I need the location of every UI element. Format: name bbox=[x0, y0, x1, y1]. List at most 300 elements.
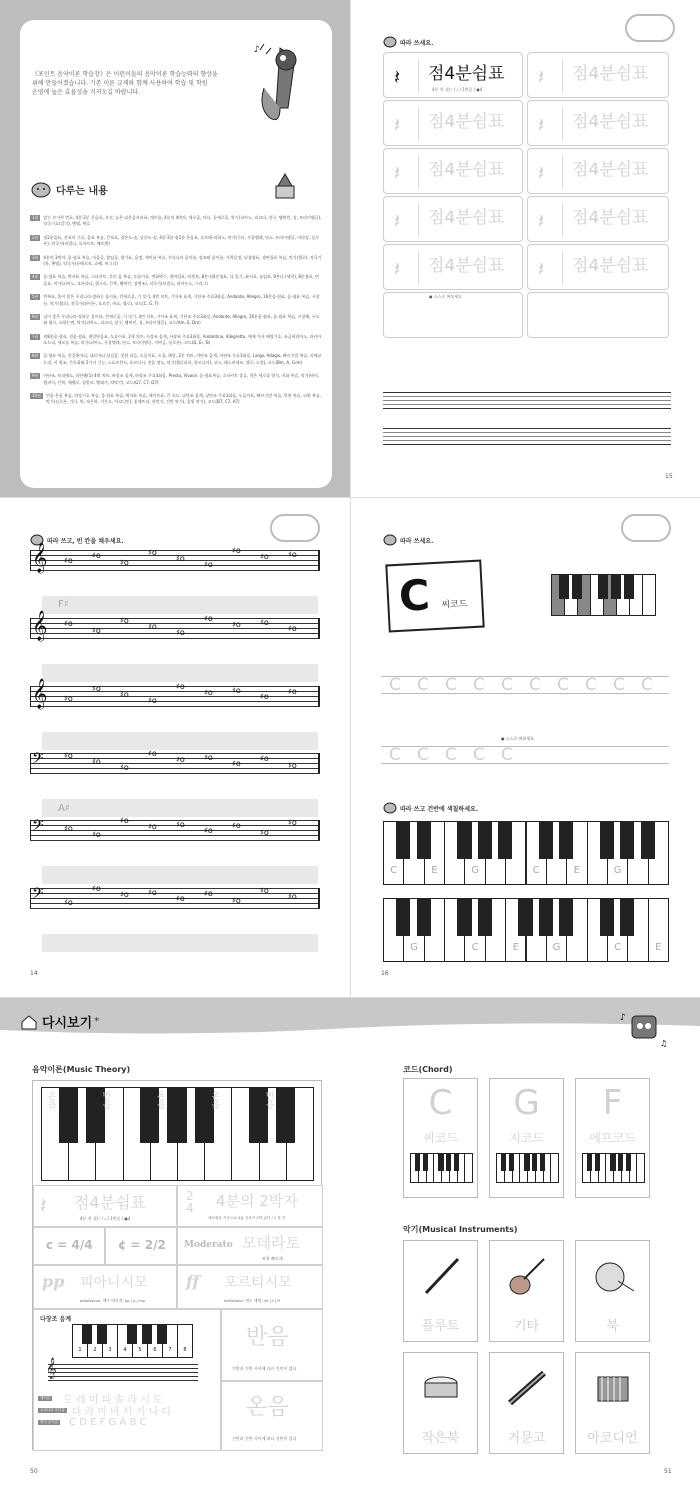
rest-word: 점4분쉼표 bbox=[572, 160, 649, 180]
unit-row bbox=[30, 215, 322, 228]
whole-note: ♯o bbox=[64, 694, 73, 703]
traced-interval-label: 반음 bbox=[263, 1091, 274, 1109]
black-key[interactable] bbox=[572, 574, 581, 599]
rest-word-box bbox=[383, 196, 523, 242]
black-key[interactable] bbox=[142, 1324, 153, 1344]
rest-symbol-icon: 𝄽 bbox=[538, 65, 545, 89]
rest-word-box bbox=[527, 100, 669, 146]
writing-staff bbox=[383, 428, 671, 444]
small-caption: ● 스스로 써보세요 bbox=[501, 736, 535, 741]
whole-note: ♯o bbox=[232, 546, 241, 555]
whole-note: ♯o bbox=[176, 820, 185, 829]
big-keyboard bbox=[41, 1087, 313, 1181]
black-key[interactable] bbox=[600, 898, 614, 936]
white-key[interactable] bbox=[177, 1324, 193, 1358]
black-key[interactable] bbox=[82, 1324, 93, 1344]
scale-title: 다장조 음계 bbox=[40, 1316, 72, 1323]
whole-note: ♯o bbox=[92, 626, 101, 635]
black-key[interactable] bbox=[454, 1153, 459, 1171]
black-key[interactable] bbox=[478, 821, 492, 859]
key-label: G bbox=[552, 942, 561, 954]
unit-text: 4분의 3박자, 음·쉼표 복습, 이음줄, 붙임줄, 쉼가표, 음정, 계이름 복습, 우리나라 음이름, 장조와 음이름, 가락음정, 뒤셈쉼표, 셈여림표 복습, 악기(첼로), 작곡가(차, 헨델), 악곡가(슈베르트, 쇼팽, 바그너) bbox=[43, 254, 322, 266]
trace-line bbox=[381, 676, 669, 694]
traced-interval-label: 온음 bbox=[46, 1091, 56, 1109]
instrument-name: 플루트 bbox=[421, 1319, 460, 1334]
rest-caption: 4분 쉰 쉬는 / ♩ / 1번음 / ●4 bbox=[432, 87, 483, 92]
time-sig-word: 4분의 2박자 bbox=[216, 1192, 298, 1210]
white-key[interactable] bbox=[550, 1153, 559, 1183]
cut-time-text: ¢ = 2/2 bbox=[118, 1238, 166, 1252]
page-number: 14 bbox=[30, 970, 38, 977]
intro-text bbox=[32, 70, 252, 97]
rest-word-box bbox=[383, 244, 523, 290]
whole-note: ♯o bbox=[260, 828, 269, 837]
rest-word-box bbox=[527, 196, 669, 242]
whole-note: ♯o bbox=[148, 548, 157, 557]
rest-symbol-icon: 𝄽 bbox=[394, 209, 401, 233]
key-label: G bbox=[410, 942, 418, 954]
unit-text: 음·쉼표 복습, 박자표 복습, 스타카토, 흔미 음 복습, 도돌이표, 변화박수, 셈여림표, 악센트, 8분·점4분쉼표, 다 잉기, 좌저표, 늘임표, 9본다 (세미), 8분쉼표, 변음표, 악기(피아노, 오카리나, 핸크리, 큰북, 탬버린, 징엔조), 작곡가(브람스, 하이든스, 그리그) bbox=[43, 274, 319, 286]
pp-mark: pp bbox=[42, 1272, 65, 1291]
treble-clef-icon: 𝄞 bbox=[32, 611, 48, 641]
chord-name: 에프코드 bbox=[589, 1131, 636, 1145]
section-title: 다루는 내용 bbox=[56, 185, 108, 197]
unit-text: 빈음·온음 복습, 악장기호 복습, 음·쉼표 복습, 박자표 복습, 레가토표, 큰 오도, 낮단조 음계, 낮단조 주요3화음, 도돌이표, 빠르기말 복습, 악현 복습, 피원 복습, 악기(실로폰, 기타, 북, 작은북, 거문고, 아코디언), 꽃매뜨리, 관악기, 건반 악기), 음원 악기), 코드(B7, C7, A7) bbox=[45, 393, 321, 405]
solfege-row: 도 레 미 파 솔 라 시 도 bbox=[63, 1394, 163, 1406]
hangul-row: 다 라 마 바 사 가 나 다 bbox=[71, 1406, 172, 1418]
intro-line: 운영에 높은 효율성을 거저오길 바랍니다. bbox=[32, 89, 141, 96]
instrument-name: 아코디언 bbox=[587, 1431, 638, 1446]
svg-text:♪: ♪ bbox=[620, 1013, 626, 1023]
key-label: 6 bbox=[153, 1346, 157, 1353]
rest-word: 점4분쉼표 bbox=[428, 112, 505, 132]
black-key[interactable] bbox=[97, 1324, 108, 1344]
whole-note: ♯o bbox=[120, 558, 129, 567]
chord-letter: C bbox=[428, 1083, 453, 1123]
key-label: C bbox=[471, 942, 479, 954]
key-label: 2 bbox=[93, 1346, 97, 1353]
black-key[interactable] bbox=[167, 1087, 186, 1143]
row-label: 우리나라 음이름 bbox=[40, 1407, 65, 1412]
black-key[interactable] bbox=[595, 1153, 600, 1171]
traced-interval-label: 온음 bbox=[154, 1091, 165, 1109]
black-key[interactable] bbox=[127, 1324, 138, 1344]
instruction-row bbox=[383, 534, 433, 546]
instrument-card bbox=[489, 1240, 564, 1342]
black-key[interactable] bbox=[624, 574, 633, 599]
black-key[interactable] bbox=[618, 1153, 623, 1171]
black-key[interactable] bbox=[423, 1153, 428, 1171]
key-label: C bbox=[532, 865, 540, 877]
ff-mark: ff bbox=[186, 1272, 200, 1291]
moderato-label: Moderato bbox=[184, 1240, 233, 1250]
unit-badge: 4권 bbox=[32, 274, 39, 280]
whole-note: ♯o bbox=[232, 620, 241, 629]
black-key[interactable] bbox=[417, 898, 431, 936]
chord-card bbox=[489, 1078, 564, 1198]
unit-badge: 1권 bbox=[32, 215, 39, 220]
scale-labels bbox=[38, 1392, 218, 1428]
black-key[interactable] bbox=[396, 898, 410, 936]
key-label: E bbox=[512, 942, 519, 954]
page-intro bbox=[0, 0, 350, 497]
rest-word-box bbox=[383, 52, 523, 98]
review-spread bbox=[0, 997, 700, 1490]
answer-blank bbox=[42, 664, 318, 682]
section-header bbox=[30, 180, 108, 198]
letter-row: C D E F G A B C bbox=[69, 1416, 147, 1428]
black-key[interactable] bbox=[532, 1153, 537, 1171]
black-key[interactable] bbox=[438, 1153, 443, 1171]
rest-symbol-icon: 𝄽 bbox=[538, 257, 545, 281]
black-key[interactable] bbox=[498, 821, 512, 859]
whole-note: ♯o bbox=[204, 688, 213, 697]
black-key[interactable] bbox=[539, 898, 553, 936]
page-number: 16 bbox=[381, 970, 389, 977]
staff bbox=[30, 884, 320, 908]
cut-time-cell bbox=[105, 1227, 177, 1265]
unit-text: 앉는 손가락 번호, 4분·2분 온음표, 오선, 높은·낮은음자리표, 계이름, 4분의 4박자, 세로줄, 마디, 끝세로줄, 악기(피아노, 리코더, 장구, 탬버린, 징, 트라이앵글), 악곡기호(알기), 멘델, 버흐 bbox=[43, 215, 322, 227]
trace-line bbox=[381, 746, 669, 764]
whole-note: ♯o bbox=[120, 890, 129, 899]
chord-card bbox=[403, 1078, 478, 1198]
answer-blank bbox=[42, 866, 318, 884]
time-sig-caption: 세로줄을 기준으로 4분 음표가 2박 있다 / 1 강 약 bbox=[208, 1216, 286, 1220]
scale-keyboard bbox=[72, 1324, 192, 1358]
unit-badge: 3권 bbox=[32, 254, 39, 260]
trace-letter: C bbox=[557, 675, 569, 695]
treble-clef-icon: 𝄞 bbox=[32, 679, 48, 709]
instrument-name: 북 bbox=[606, 1319, 619, 1334]
instrument-card bbox=[575, 1352, 650, 1454]
trace-letter: C bbox=[613, 675, 625, 695]
black-key[interactable] bbox=[457, 898, 471, 936]
whole-note: ♯o bbox=[176, 755, 185, 764]
whole-note: ♯o bbox=[232, 896, 241, 905]
whole-note: ♯o bbox=[260, 692, 269, 701]
key-label: C bbox=[614, 942, 622, 954]
trace-letter: C bbox=[641, 675, 653, 695]
trace-letter: C bbox=[417, 745, 429, 765]
instruction-row bbox=[383, 36, 433, 48]
whole-note: ♯o bbox=[148, 822, 157, 831]
whole-note: ♯o bbox=[148, 696, 157, 705]
instrument-name: 작은북 bbox=[421, 1431, 460, 1446]
whole-note: ♯o bbox=[92, 757, 101, 766]
whole-note: ♯o bbox=[120, 763, 129, 772]
black-key[interactable] bbox=[524, 1153, 529, 1171]
whole-note: ♯o bbox=[176, 554, 185, 563]
answer-blank bbox=[42, 799, 318, 817]
banner-title: 다시보기 bbox=[42, 1016, 93, 1031]
black-key[interactable] bbox=[509, 1153, 514, 1171]
black-key[interactable] bbox=[611, 574, 620, 599]
whole-note: ♯o bbox=[148, 888, 157, 897]
page-number: 50 bbox=[30, 1468, 38, 1475]
rest-word-box bbox=[527, 244, 669, 290]
key-label: 4 bbox=[123, 1346, 127, 1353]
snare-drum-icon bbox=[416, 1363, 466, 1417]
rest-word: 점4분쉼표 bbox=[572, 64, 649, 84]
rest-symbol-icon: 𝄽 bbox=[394, 257, 401, 281]
instrument-card bbox=[403, 1240, 478, 1342]
trace-letter: C bbox=[445, 675, 457, 695]
black-key[interactable] bbox=[598, 574, 607, 599]
rest-word-box bbox=[527, 148, 669, 194]
rest-word: 점4분쉼표 bbox=[572, 256, 649, 276]
black-key[interactable] bbox=[276, 1087, 295, 1143]
unit-row bbox=[30, 334, 322, 347]
page-14 bbox=[0, 497, 350, 997]
staff bbox=[30, 543, 320, 573]
rest-symbol-icon: 𝄽 bbox=[538, 161, 545, 185]
whole-note: ♯o bbox=[232, 821, 241, 830]
key-label: 1 bbox=[78, 1346, 82, 1353]
unit-row bbox=[30, 235, 322, 248]
unit-text: 마단조, 트리에도, 라단해(1) 4박 치트, 바장조 음계, 바장조 주요3화음, Presto, Vivace, 음·쉼표복습, 스타카토 종류, 작은 세로줄 방식, 지화 복습, 악기(바이, 캠퍼이, 큰북, 채펠로, 심벌즈, 빨래기, 악탁기), 코드(G7, C7, D7) bbox=[43, 373, 320, 385]
unit-row bbox=[30, 255, 322, 268]
halftone-caption: 건반과 건반 사이에 다른 건반이 없다 bbox=[232, 1366, 297, 1371]
whole-note: ♯o bbox=[260, 552, 269, 561]
rest-word-box bbox=[527, 52, 669, 98]
black-key[interactable] bbox=[59, 1087, 78, 1143]
black-key[interactable] bbox=[396, 821, 410, 859]
black-key[interactable] bbox=[457, 821, 471, 859]
whole-note: ♯o bbox=[288, 687, 297, 696]
whole-note: ♯o bbox=[92, 884, 101, 893]
rest-word-box bbox=[383, 148, 523, 194]
rest-word: 점4분쉼표 bbox=[572, 112, 649, 132]
ff-cell bbox=[177, 1265, 323, 1309]
unit-text: 점2분음표, 온표의 기호, 음표 복습, 큰보표, 겹온도-솔, 낮은도-솔, 4분·2분·점2분·온음표, 오르페-리하노, 악기(기타, 우쿨렐레, 단소, 트라이앵글, 마라킹, 실로폰), 악곡가(비발디, 모차르트, 베토벤) bbox=[43, 234, 320, 247]
rest-word: 점4분쉼표 bbox=[428, 208, 505, 228]
section-instruments-title: 악기(Musical Instruments) bbox=[403, 1225, 518, 1234]
chord-keyboard bbox=[551, 574, 655, 616]
instrument-card bbox=[575, 1240, 650, 1342]
whole-note: ♯o bbox=[92, 551, 101, 560]
black-key[interactable] bbox=[157, 1324, 168, 1344]
key-label: 5 bbox=[138, 1346, 142, 1353]
key-label: 8 bbox=[183, 1346, 187, 1353]
rest-word: 점4분쉼표 bbox=[428, 160, 505, 180]
unit-row bbox=[30, 353, 322, 366]
answer-blank bbox=[42, 732, 318, 750]
key-label: G bbox=[471, 865, 479, 877]
black-key[interactable] bbox=[610, 1153, 615, 1171]
scale-staff bbox=[46, 1358, 198, 1380]
white-key[interactable] bbox=[636, 1153, 645, 1183]
white-key[interactable] bbox=[648, 898, 669, 962]
pig-mascot-icon bbox=[30, 180, 52, 198]
instrument-name: 기타 bbox=[513, 1319, 540, 1334]
key-label: 7 bbox=[168, 1346, 172, 1353]
unit-badge: 5권 bbox=[32, 294, 39, 300]
trace-letter: C bbox=[389, 745, 401, 765]
trace-letter: C bbox=[473, 745, 485, 765]
staff bbox=[30, 749, 320, 773]
trace-letter: C bbox=[473, 675, 485, 695]
keyboard-exercise-2 bbox=[383, 898, 668, 962]
whole-note: ♯o bbox=[120, 616, 129, 625]
white-key[interactable] bbox=[464, 1153, 473, 1183]
unit-text: 점8분음·쉼표, 점음·쉼표, 셋잇단음표, 도돌이표, 2세 치트, 사장조 음계, 사장조 주요3화음, Andantino, Allegretto, 예제 가사 해정기호, 조금세리아노, 리카아포드리, 세모를 복습, 악기(피아노, 우쿨렐레, 단소, 트라이앵글, 가야금, 실로폰), 코드(D, E♭, B) bbox=[43, 333, 322, 346]
black-key[interactable] bbox=[415, 1153, 420, 1171]
accordion-icon bbox=[588, 1363, 638, 1417]
unit-text: 반복표, 흩어 붙은 우리나라·정하루 음이름, 견세로줄, 기 잇기, 4번 치트, 기어조 표게, 기단조 주요3화음, Andante, Allegro, 16분음·쉼표, 음·쉼표 복습, 시창 등, 악기(첼로), 작곡가(하이든, 오르간, 바흐, 첼로), 코드(C, G, F) bbox=[43, 294, 320, 306]
scale-cell bbox=[33, 1309, 221, 1451]
key-label: C bbox=[390, 865, 398, 877]
black-key[interactable] bbox=[417, 821, 431, 859]
whole-note: ♯o bbox=[148, 622, 157, 631]
trace-letter: C bbox=[501, 745, 513, 765]
black-key[interactable] bbox=[620, 821, 634, 859]
chord-card bbox=[575, 1078, 650, 1198]
whole-note: ♯o bbox=[260, 754, 269, 763]
saxophone-bird-icon bbox=[250, 38, 320, 128]
whole-note: ♯o bbox=[288, 892, 297, 901]
guitar-icon bbox=[502, 1251, 552, 1305]
answer-blank bbox=[42, 596, 318, 614]
wholetone-caption: 건반과 건반 사이에 하나 건반이 있다 bbox=[232, 1436, 297, 1441]
wholetone-word: 온음 bbox=[246, 1395, 289, 1420]
black-key[interactable] bbox=[478, 898, 492, 936]
whole-note: ♯o bbox=[64, 824, 73, 833]
rest-symbol-icon: 𝄽 bbox=[394, 113, 401, 137]
writing-staff bbox=[383, 392, 671, 408]
whole-note: ♯o bbox=[204, 889, 213, 898]
whole-note: ♯o bbox=[288, 550, 297, 559]
time-sig-cell bbox=[177, 1185, 323, 1227]
unit-badge: 9권 bbox=[32, 373, 39, 379]
star-icon: * bbox=[94, 1016, 100, 1027]
whole-note: ♯o bbox=[176, 682, 185, 691]
black-key[interactable] bbox=[540, 1153, 545, 1171]
unit-row bbox=[30, 373, 322, 386]
black-key[interactable] bbox=[539, 821, 553, 859]
staff bbox=[30, 679, 320, 709]
black-key[interactable] bbox=[641, 821, 655, 859]
whole-note: ♯o bbox=[92, 830, 101, 839]
chord-letter: G bbox=[513, 1083, 540, 1123]
trace-letter: C bbox=[389, 675, 401, 695]
keyboard-exercise-1 bbox=[383, 821, 668, 885]
drum-icon bbox=[588, 1251, 638, 1305]
unit-row bbox=[30, 393, 322, 406]
instrument-card bbox=[489, 1352, 564, 1454]
chord-name: 씨코드 bbox=[441, 599, 468, 611]
whole-note: ♯o bbox=[64, 898, 73, 907]
unit-badge: 8권 bbox=[32, 353, 39, 359]
treble-clef-icon: 𝄞 bbox=[32, 543, 48, 573]
black-key[interactable] bbox=[559, 821, 573, 859]
theory-board bbox=[32, 1080, 322, 1450]
instruction-text: 따라 쓰고 건반에 색칠하세요. bbox=[400, 805, 479, 813]
blank-box bbox=[527, 292, 669, 338]
chord-letter: F bbox=[602, 1083, 623, 1123]
rest-symbol-icon: 𝄽 bbox=[538, 113, 545, 137]
key-label: G bbox=[613, 865, 622, 877]
chord-card bbox=[385, 560, 484, 633]
rest-word: 점4분쉼표 bbox=[74, 1193, 147, 1212]
geomungo-icon bbox=[502, 1363, 552, 1417]
common-time-text: c = 4/4 bbox=[46, 1238, 93, 1252]
piano-bird-icon bbox=[270, 172, 300, 202]
whole-note: ♯o bbox=[288, 761, 297, 770]
whole-note: ♯o bbox=[64, 751, 73, 760]
whole-note: ♯o bbox=[204, 560, 213, 569]
black-key[interactable] bbox=[559, 574, 568, 599]
moderato-word: 모데라토 bbox=[242, 1234, 300, 1252]
pig-mascot-icon bbox=[383, 534, 397, 546]
chord-name: 씨코드 bbox=[423, 1131, 458, 1145]
black-key[interactable] bbox=[626, 1153, 631, 1171]
rest-cell bbox=[33, 1185, 177, 1227]
black-key[interactable] bbox=[559, 898, 573, 936]
staff bbox=[30, 816, 320, 840]
whole-note: ♯o bbox=[120, 690, 129, 699]
chord-mini-keyboard bbox=[582, 1153, 644, 1183]
instruction-text: 따라 쓰고, 빈 칸을 채우세요. bbox=[47, 537, 124, 545]
time-sig-glyph: 2 4 bbox=[186, 1189, 194, 1215]
whole-note: ♯o bbox=[232, 686, 241, 695]
traced-interval-label: 반음 bbox=[100, 1091, 111, 1109]
pig-mascot-icon bbox=[383, 36, 397, 48]
unit-badge: 10권 bbox=[32, 393, 41, 399]
treble-clef-icon: 𝄞 bbox=[46, 1358, 57, 1379]
unit-badge: 6권 bbox=[32, 313, 39, 319]
unit-row bbox=[30, 314, 322, 327]
intro-line: 위해 만들어졌습니다. 기존 이론 교재와 함께 사용하여 학습 및 학원 bbox=[32, 80, 208, 87]
whole-note: ♯o bbox=[260, 886, 269, 895]
unit-text: 낮이 좋은 우리나라·장하루 음이름, 견세로줄, 기 잇기, 4번 치트, 기이조 표게, 기단조 주요3화음, Andante, Allegro, 16분음·쉼표, 음·쉼표 복습, 시창해, 두도와 협시, 더하는면, 악기(피아노, 리코더, 장구, 탬버린, 징, 트라이앵글), 코드(Am, E, Dm) bbox=[43, 313, 320, 326]
whole-note: ♯o bbox=[120, 816, 129, 825]
black-key[interactable] bbox=[518, 898, 532, 936]
row-label: 영미 음이름 bbox=[40, 1419, 59, 1424]
unit-text: 음·쉼표 복습, 못갖춘마디, 네로마디 당김음, 못된 리듬, 도돌이표, 도집, 페달, 2분 치트, 마단조 음계, 마단조 주요3화음, Largo, Adagio, 빠르기말 복습, 리에코드리, 이 방조, 큰동화와 2가지 기능, 스포르찬도, 포르티시, 전음 정도, 악기(첼로피파, 하모니카), 코스, 레스비세즈, 멜로, 드럼), 코드(Bm, A, G♯m) bbox=[43, 353, 322, 365]
white-key[interactable] bbox=[642, 574, 656, 616]
instruction-text: 따라 쓰세요. bbox=[400, 537, 434, 545]
whole-note: ♯o bbox=[204, 826, 213, 835]
instrument-name: 거문고 bbox=[507, 1431, 546, 1446]
rest-symbol-icon: 𝄽 bbox=[394, 65, 401, 89]
whole-note: ♯o bbox=[288, 818, 297, 827]
black-key[interactable] bbox=[587, 1153, 592, 1171]
whole-note: ♯o bbox=[148, 749, 157, 758]
whole-note: ♯o bbox=[64, 556, 73, 565]
black-key[interactable] bbox=[600, 821, 614, 859]
black-key[interactable] bbox=[501, 1153, 506, 1171]
answer-blank bbox=[42, 934, 318, 952]
svg-text:♫: ♫ bbox=[660, 1039, 668, 1048]
whole-note: ♯o bbox=[204, 614, 213, 623]
page-number: 51 bbox=[664, 1468, 672, 1475]
whole-note: ♯o bbox=[92, 684, 101, 693]
black-key[interactable] bbox=[620, 898, 634, 936]
rest-symbol-icon: 𝄽 bbox=[40, 1194, 47, 1219]
unit-badge: 7권 bbox=[32, 333, 39, 339]
halftone-word: 반음 bbox=[246, 1325, 289, 1350]
key-label: 3 bbox=[108, 1346, 112, 1353]
whole-note: ♯o bbox=[176, 628, 185, 637]
chord-letter: C bbox=[397, 570, 432, 621]
section-chord-title: 코드(Chord) bbox=[403, 1065, 453, 1074]
whole-note: ♯o bbox=[176, 894, 185, 903]
hint-sharp-top: F♯ bbox=[58, 599, 69, 610]
halftone-cell bbox=[221, 1309, 323, 1381]
black-key[interactable] bbox=[446, 1153, 451, 1171]
rest-word: 점4분쉼표 bbox=[428, 256, 505, 276]
ff-caption: fortissimo, 매우 세게, mf | f | ff bbox=[224, 1298, 280, 1303]
